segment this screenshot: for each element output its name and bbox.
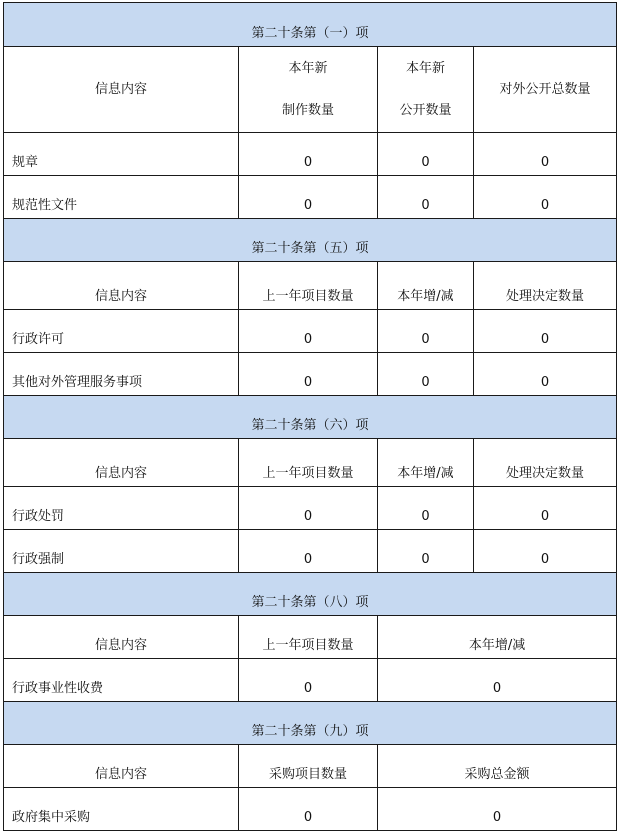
table-row [4,487,617,530]
row-label: 政府集中采购 [4,788,239,831]
cell-value: 0 [378,530,474,573]
col-header-prev-year: 上一年项目数量 [239,616,378,659]
row-label: 行政强制 [4,530,239,573]
cell-value: 0 [378,659,617,702]
table-row [4,176,617,219]
cell-value: 0 [239,133,378,176]
cell-value: 0 [239,310,378,353]
column-header-row [4,616,617,659]
col-header-change: 本年增/减 [378,616,617,659]
col-header-purchase-count: 采购项目数量 [239,745,378,788]
cell-value: 0 [474,487,617,530]
row-label: 其他对外管理服务事项 [4,353,239,396]
table-row [4,353,617,396]
cell-value: 0 [474,133,617,176]
cell-value: 0 [239,176,378,219]
cell-value: 0 [474,310,617,353]
col-header-info: 信息内容 [4,262,239,310]
section-header [4,702,617,745]
cell-value: 0 [378,788,617,831]
section-title: 第二十条第（八）项 [4,573,617,616]
col-header-total-public: 对外公开总数量 [474,47,617,133]
row-label: 规章 [4,133,239,176]
column-header-row [4,47,617,133]
cell-value: 0 [378,133,474,176]
section-header [4,573,617,616]
table-row [4,659,617,702]
cell-value: 0 [378,353,474,396]
col-header-info: 信息内容 [4,745,239,788]
col-header-purchase-amount: 采购总金额 [378,745,617,788]
section-header [4,3,617,47]
col-header-info: 信息内容 [4,616,239,659]
disclosure-table [3,2,617,831]
column-header-row [4,262,617,310]
column-header-row [4,439,617,487]
cell-value: 0 [239,530,378,573]
cell-value: 0 [239,487,378,530]
cell-value: 0 [239,788,378,831]
col-header-info: 信息内容 [4,47,239,133]
row-label: 行政处罚 [4,487,239,530]
section-title: 第二十条第（六）项 [4,396,617,439]
cell-value: 0 [474,353,617,396]
table-row [4,530,617,573]
col-header-decisions: 处理决定数量 [474,439,617,487]
col-header-prev-year: 上一年项目数量 [239,262,378,310]
col-header-prev-year: 上一年项目数量 [239,439,378,487]
section-header [4,396,617,439]
section-title: 第二十条第（一）项 [4,3,617,47]
col-header-new-public: 本年新 公开数量 [378,47,474,133]
section-header [4,219,617,262]
cell-value: 0 [378,487,474,530]
cell-value: 0 [239,353,378,396]
column-header-row [4,745,617,788]
col-header-decisions: 处理决定数量 [474,262,617,310]
col-header-change: 本年增/减 [378,262,474,310]
row-label: 行政事业性收费 [4,659,239,702]
row-label: 规范性文件 [4,176,239,219]
table-row [4,133,617,176]
table-row [4,310,617,353]
cell-value: 0 [378,176,474,219]
row-label: 行政许可 [4,310,239,353]
section-title: 第二十条第（九）项 [4,702,617,745]
col-header-change: 本年增/减 [378,439,474,487]
col-header-info: 信息内容 [4,439,239,487]
col-header-new-made: 本年新 制作数量 [239,47,378,133]
section-title: 第二十条第（五）项 [4,219,617,262]
cell-value: 0 [239,659,378,702]
table-row [4,788,617,831]
cell-value: 0 [474,530,617,573]
cell-value: 0 [378,310,474,353]
cell-value: 0 [474,176,617,219]
